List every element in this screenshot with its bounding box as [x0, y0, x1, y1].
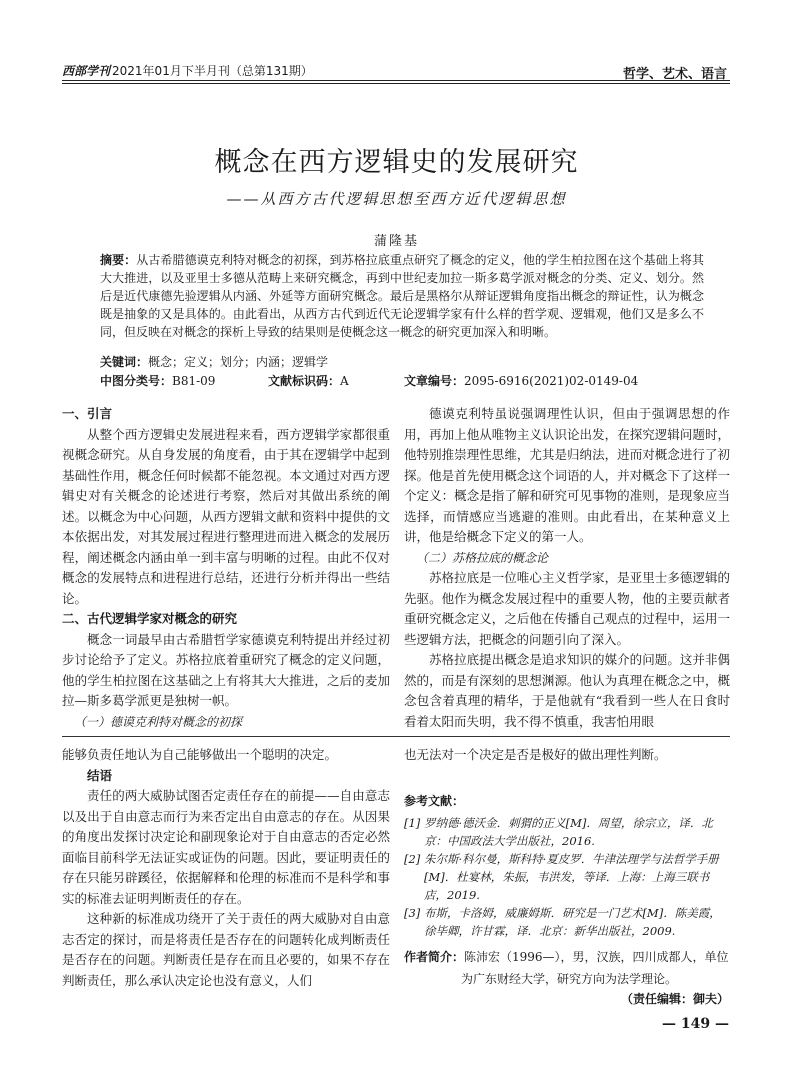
classification-line — [100, 372, 704, 390]
bio-line2: 为广东财经大学，研究方向为法学理论。 — [461, 972, 678, 986]
section-divider — [62, 736, 730, 737]
left-column — [62, 404, 390, 732]
header-rule — [62, 80, 730, 81]
paragraph: 能够负责任地认为自己能够做出一个聪明的决定。 — [62, 747, 338, 762]
header-rule-thin — [62, 83, 730, 84]
paragraph: 也无法对一个决定是否是极好的做出理性判断。 — [404, 747, 667, 762]
journal-brand: 西部学刊 — [62, 64, 111, 78]
keywords-text: 概念；定义；划分；内涵；逻辑学 — [148, 355, 329, 369]
heading-socrates: （二）苏格拉底的概念论 — [416, 550, 549, 565]
right-column — [404, 404, 730, 732]
abstract-text: 从古希腊德谟克利特对概念的初探，到苏格拉底重点研究了概念的定义，他的学生柏拉图在这个基础上将其大大推进，以及亚里士多德从范畴上来研究概念，再到中世纪麦加拉一斯多葛学派对概念的分类、定义、划分。然后是近代康德先验逻辑从内涵、外延等方面研究概念。最后是黑格尔从辩证逻辑角度指出概念的辩证性，认为概念既是抽象的又是具体的。由此看出，从西方古代到近代无论逻辑学家有什么样的哲学观、逻辑观，他们又是多么不同，但反映在对概念的探析上导致的结果则是使概念这一概念的研究更加深入和明晰。 — [100, 253, 704, 339]
paragraph: 德谟克利特虽说强调理性认识，但由于强调思想的作用，再加上他从唯物主义认识论出发，在探究逻辑问题时，他特别推崇理性思维，尤其是归纳法，进而对概念进行了初探。他是首先使用概念这个词语的人，并对概念下了这样一个定义：概念是指了解和研究可见事物的准则，是现象应当选择，而情感应当逃避的准则。由此看出，在某种意义上讲，他是给概念下定义的第一人。 — [404, 406, 730, 544]
keywords — [100, 353, 704, 371]
reference-item: [3] 布斯，卡洛姆，威廉姆斯．研究是一门艺术[M]．陈美霞，徐毕卿，许甘霖，译．北京：新华出版社，2009. — [404, 906, 721, 938]
editor-note: （责任编辑：御夫） — [620, 992, 729, 1006]
page-number: — 149 — — [662, 1016, 729, 1032]
paragraph: 这种新的标准成功绕开了关于责任的两大威胁对自由意志否定的探讨，而是将责任是否存在的问题转化成判断责任是否存在的问题。判断责任是存在而且必要的，如果不存在判断责任，那么承认决定论也没有意义，人们 — [62, 911, 390, 988]
heading-intro: 一、引言 — [62, 406, 113, 421]
paragraph: 苏格拉底提出概念是追求知识的媒介的问题。这并非偶然的，而是有深刻的思想渊源。他认为真理在概念之中，概念包含着真理的精华，于是他就有“我看到一些人在日食时看着太阳而失明，我不得不慎重，我害怕用眼 — [404, 652, 730, 729]
author-bio — [404, 946, 730, 990]
clc-value: B81-09 — [172, 374, 216, 388]
lower-right-text — [404, 745, 730, 766]
bio-label: 作者简介： — [404, 950, 465, 964]
article-no-label: 文章编号： — [404, 374, 465, 388]
abstract — [100, 251, 704, 341]
article-subtitle: ——从西方古代逻辑思想至西方近代逻辑思想 — [226, 190, 567, 208]
section-label: 哲学、艺术、语言 — [622, 67, 727, 82]
reference-item: [1] 罗纳德·德沃金．刺猬的正义[M]．周望，徐宗立，译．北京：中国政法大学出版社，2016. — [404, 816, 713, 848]
lower-left-column — [62, 745, 390, 991]
bio-line1: 陈沛宏（1996—），男，汉族，四川成都人，单位 — [464, 950, 729, 964]
reference-item: [2] 朱尔斯·科尔曼，斯科特·夏皮罗．牛津法理学与法哲学手册[M]．杜宴林，朱振，韦洪发，等译．上海：上海三联书店，2019. — [404, 852, 719, 902]
heading-conclusion: 结语 — [87, 767, 113, 783]
abstract-label: 摘要： — [100, 253, 137, 267]
paragraph: 概念一词最早由古希腊哲学家德谟克利特提出并经过初步讨论给予了定义。苏格拉底着重研究了概念的定义问题，他的学生柏拉图在这基础之上有将其大大推进，之后的麦加拉—斯多葛学派更是独树一帜。 — [62, 631, 390, 708]
doc-code-label: 文献标识码： — [268, 374, 341, 388]
article-no-value: 2095-6916(2021)02-0149-04 — [464, 374, 639, 388]
keywords-label: 关键词： — [100, 355, 149, 369]
running-header-left — [62, 62, 313, 79]
references-heading: 参考文献： — [404, 794, 465, 808]
issue-info: 2021年01月下半月刊（总第131期） — [112, 64, 313, 78]
heading-democritus: （一）德谟克利特对概念的初探 — [74, 714, 243, 729]
clc-label: 中图分类号： — [100, 374, 173, 388]
heading-ancient: 二、古代逻辑学家对概念的研究 — [62, 611, 238, 626]
references — [404, 792, 730, 940]
paragraph: 责任的两大威胁试图否定责任存在的前提——自由意志以及出于自由意志而行为来否定出自由意志的存在。从因果的角度出发探讨决定论和副现象论对于自由意志的否定必然面临目前科学无法证实或证伪的问题。因此，要证明责任的存在只能另辟蹊径，依据解释和伦理的标准而不是科学和事实的标准去证明判断责任的存在。 — [62, 788, 390, 906]
doc-code-value: A — [340, 374, 349, 388]
paragraph: 苏格拉底是一位唯心主义哲学家，是亚里士多德逻辑的先驱。他作为概念发展过程中的重要人物，他的主要贡献者重研究概念定义，之后他在传播自己观点的过程中，运用一些逻辑方法，把概念的问题引向了深入。 — [404, 570, 730, 647]
paragraph: 从整个西方逻辑史发展进程来看，西方逻辑学家都很重视概念研究。从自身发展的角度看，由于其在逻辑学中起到基础性作用，概念任何时候都不能忽视。本文通过对西方逻辑史对有关概念的论述进行考察，然后对其做出系统的阐述。以概念为中心问题，从西方逻辑文献和资料中提供的文本依据出发，对其发展过程进行整理进而进入概念的发展历程，阐述概念内涵由单一到丰富与明晰的过程。由此不仅对概念的发展特点和进程进行总结，还进行分析并得出一些结论。 — [62, 426, 390, 606]
article-title: 概念在西方逻辑史的发展研究 — [214, 147, 579, 178]
article-author: 蒲隆基 — [373, 234, 419, 249]
